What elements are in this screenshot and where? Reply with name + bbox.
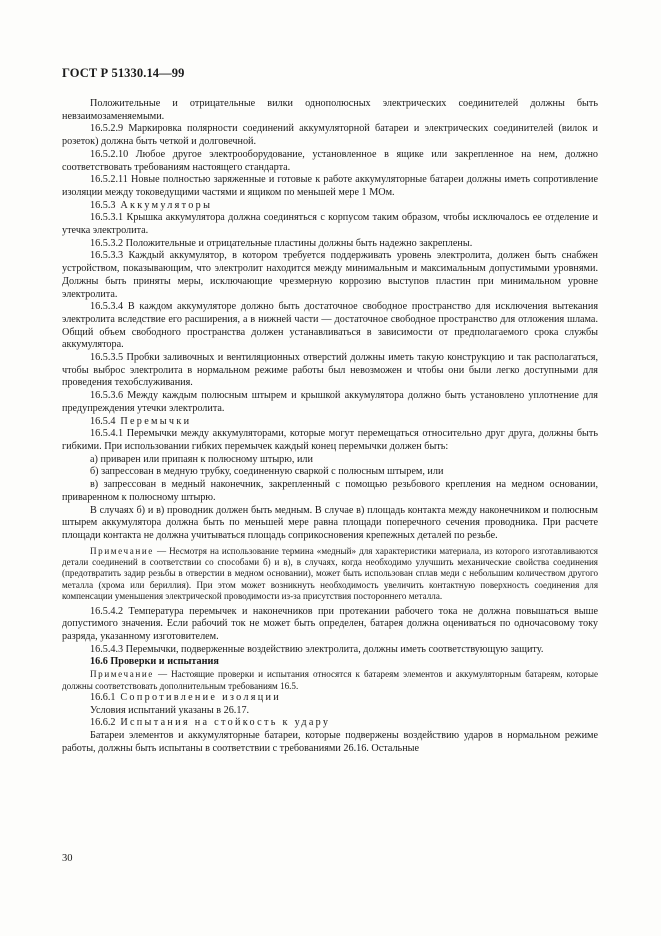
note-label: Примечание [90, 669, 154, 680]
paragraph: 16.5.3.4 В каждом аккумуляторе должно быть достаточное свободное пространство для исключения вытекания электролита вследствие его расширения, а в нижней части — достаточное свободное пространство для отложения шлама. Общий объем свободного пространства должен устанавливаться в зависимости от предполагаемого срока службы аккумулятора. [62, 301, 598, 351]
note-text: — Несмотря на использование термина «медный» для характеристики материала, из которого изготавливаются детали соединений в соответствии со способами б) и в), в случаях, когда необходимо улучшить механические свойства соединения (предотвратить задир резьбы в отверстии в медном основании), может быть использован сплав меди с небольшим количеством другого металла (хрома или бериллия). При этом может возникнуть необходимость увеличить контактную поверхность соединения для компенсации уменьшения электрической проводимости из-за присутствия постороннего металла. [62, 545, 598, 602]
paragraph: 16.5.3.2 Положительные и отрицательные пластины должны быть надежно закреплены. [90, 237, 473, 249]
paragraph: 16.5.3.3 Каждый аккумулятор, в котором требуется поддерживать уровень электролита, должен быть снабжен устройством, показывающим, что электролит находится между минимальным и максимальным допустимыми уровнями. Должны быть приняты меры, исключающие чрезмерную коррозию выступов пластин при минимальном уровне электролита. [62, 250, 598, 300]
note-label: Примечание [90, 545, 154, 556]
section-heading [62, 717, 598, 730]
paragraph: Условия испытаний указаны в 26.17. [90, 704, 250, 716]
paragraph: 16.5.4.1 Перемычки между аккумуляторами, которые могут перемещаться относительно друг друга, должны быть гибкими. При использовании гибких перемычек каждый конец перемычки должен быть: [62, 428, 598, 452]
note [62, 669, 598, 692]
paragraph: 16.5.3.1 Крышка аккумулятора должна соединяться с корпусом таким образом, чтобы исключалось ее отделение и утечка электролита. [62, 212, 598, 237]
paragraph: В случаях б) и в) проводник должен быть медным. В случае в) площадь контакта между наконечником и полюсным штырем аккумулятора должна быть по меньшей мере равна площади поперечного сечения проводника. При расчете площади контакта не должна учитываться площадь соприкосновения крепежных деталей по резьбе. [62, 504, 598, 541]
section-heading [62, 416, 598, 429]
section-title: Аккумуляторы [120, 199, 213, 211]
section-number: 16.5.3 [90, 199, 116, 211]
list-item: в) запрессован в медный наконечник, закрепленный с помощью резьбового крепления на медном основании, приваренном к полюсному штырю. [62, 479, 598, 503]
note [62, 546, 598, 603]
paragraph: 16.5.2.10 Любое другое электрооборудование, установленное в ящике или закрепленное на нем, должно соответствовать требованиям настоящего стандарта. [62, 148, 598, 173]
paragraph: 16.5.3.6 Между каждым полюсным штырем и крышкой аккумулятора должно быть установлено уплотнение для предупреждения утечки электролита. [62, 390, 598, 414]
paragraph: 16.5.4.2 Температура перемычек и наконечников при протекании рабочего тока не должна повышаться выше допустимого значения. Если рабочий ток не может быть определен, батарея должна оцениваться по одночасовому току разряда, указанному изготовителем. [62, 605, 598, 643]
section-number: 16.6.2 [90, 717, 116, 729]
paragraph: 16.5.4.3 Перемычки, подверженные воздействию электролита, должны иметь соответствующую защиту. [90, 643, 544, 655]
section-heading [62, 692, 598, 705]
section-number: 16.6.1 [90, 691, 116, 703]
section-heading [62, 200, 598, 213]
paragraph: Положительные и отрицательные вилки однополюсных электрических соединителей должны быть невзаимозаменяемыми. [62, 98, 598, 122]
section-number: 16.5.4 [90, 415, 116, 427]
paragraph: 16.5.2.9 Маркировка полярности соединений аккумуляторной батареи и электрических соединителей (вилок и розеток) должна быть четкой и долговечной. [62, 123, 598, 148]
list-item: а) приварен или припаян к полюсному штырю, или [90, 453, 313, 465]
page-number: 30 [62, 853, 73, 864]
document-code: ГОСТ Р 51330.14—99 [62, 66, 185, 80]
section-title: Испытания на стойкость к удару [120, 717, 331, 729]
section-title: Перемычки [120, 415, 192, 427]
list-item: б) запрессован в медную трубку, соединенную сваркой с полюсным штырем, или [90, 466, 444, 478]
paragraph: Батареи элементов и аккумуляторные батареи, которые подвержены воздействию ударов в нормальном режиме работы, должны быть испытаны в соответствии с требованиями 26.16. Остальные [62, 730, 598, 754]
paragraph: 16.5.2.11 Новые полностью заряженные и готовые к работе аккумуляторные батареи должны иметь сопротивление изоляции между токоведущими частями и ящиком по меньшей мере 1 МОм. [62, 174, 598, 198]
note-text: — Настоящие проверки и испытания относятся к батареям элементов и аккумуляторным батареям, которые должны соответствовать дополнительным требованиям 16.5. [62, 669, 598, 691]
section-heading: 16.6 Проверки и испытания [90, 656, 219, 668]
page-body [62, 98, 598, 755]
section-title: Сопротивление изоляции [120, 691, 281, 703]
paragraph: 16.5.3.5 Пробки заливочных и вентиляционных отверстий должны иметь такую конструкцию и так располагаться, чтобы выброс электролита в нормальном режиме работы был невозможен и чтобы они были легко доступными для проведения техобслуживания. [62, 352, 598, 389]
